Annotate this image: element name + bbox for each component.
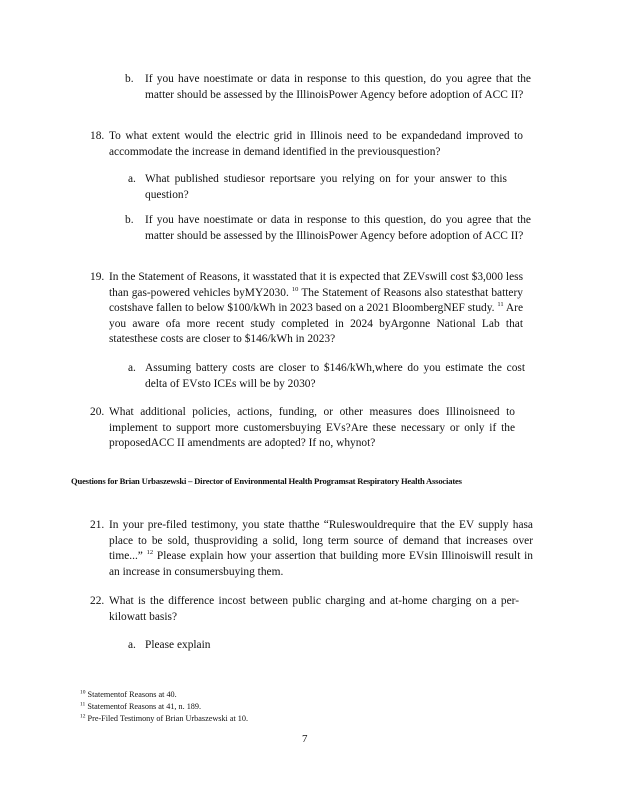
footnote-ref-11: 11 (497, 301, 504, 309)
page-number: 7 (302, 733, 308, 745)
q18-number: 18. (90, 130, 105, 142)
q20-number: 20. (90, 406, 105, 418)
q17b-text: If you have noestimate or data in response to this question, do you agree that the matter should be assessed by the IllinoisPower Agency before adoption of ACC II? (145, 73, 531, 101)
q20-text: What additional policies, actions, funding, or other measures does Illinoisneed to implement to support more customersbuying EVs?Are these necessary or only if the proposedACC II amendments are adopted? If no, whynot? (109, 406, 515, 450)
q22-number: 22. (90, 595, 105, 607)
q18a-text: What published studiesor reportsare you relying on for your answer to this question? (145, 173, 507, 201)
q21-text (109, 518, 533, 580)
q18-text: To what extent would the electric grid in Illinois need to be expandedand improved to accommodate the increase in demand identified in the previousquestion? (109, 130, 523, 158)
q21-number: 21. (90, 519, 105, 531)
q18b-label: b. (125, 214, 134, 226)
footnote-ref-10: 10 (291, 285, 299, 293)
q22a-label: a. (128, 639, 136, 651)
q18a-label: a. (128, 173, 136, 185)
q21-text-part1: In your pre-filed testimony, you state thatthe “Ruleswouldrequire that the EV supply hasa place to be sold, thusproviding a solid, long term source of demand that increases over time...” (109, 519, 533, 563)
footnote-12: $^{12}$ Pre-Filed Testimony of Brian Urbaszewski at 10. (80, 713, 249, 723)
q19-text (109, 270, 523, 348)
footnote-ref-12: 12 (146, 549, 154, 557)
q19-text-part1: In the Statement of Reasons, it wasstated that it is expected that ZEVswill cost $3,000 less than gas-powered vehicles byMY2030. (109, 271, 523, 299)
q19-text-part2: The Statement of Reasons also statesthat battery costshave fallen to below $100/kWh in 2023 based on a 2021 BloombergNEF study. (109, 286, 523, 315)
q19-number: 19. (90, 271, 105, 283)
q22a-text: Please explain (145, 639, 211, 651)
footnote-11: $^{11}$ Statementof Reasons at 41, n. 189. (80, 701, 202, 711)
q18b-text: If you have noestimate or data in response to this question, do you agree that the matter should be assessed by the IllinoisPower Agency before adoption of ACC II? (145, 214, 531, 242)
q19-text-part3: Are you aware ofa more recent study completed in 2024 byArgonne National Lab that statesthese costs are closer to $146/kWh in 2023? (109, 302, 523, 346)
section-heading: Questions for Brian Urbaszewski – Director of Environmental Health Programsat Respiratory Health Associates (71, 476, 462, 486)
q17b-label: b. (125, 73, 134, 85)
q22-text: What is the difference incost between public charging and at-home charging on a per-kilowatt basis? (109, 595, 519, 623)
q19a-label: a. (128, 362, 136, 374)
footnote-10: $^{10}$ Statementof Reasons at 40. (80, 689, 177, 699)
q19a-text: Assuming battery costs are closer to $146/kWh,where do you estimate the cost delta of EVsto ICEs will be by 2030? (145, 362, 525, 390)
q21-text-part2: Please explain how your assertion that building more EVsin Illinoiswill result in an increase in consumersbuying them. (109, 550, 533, 578)
